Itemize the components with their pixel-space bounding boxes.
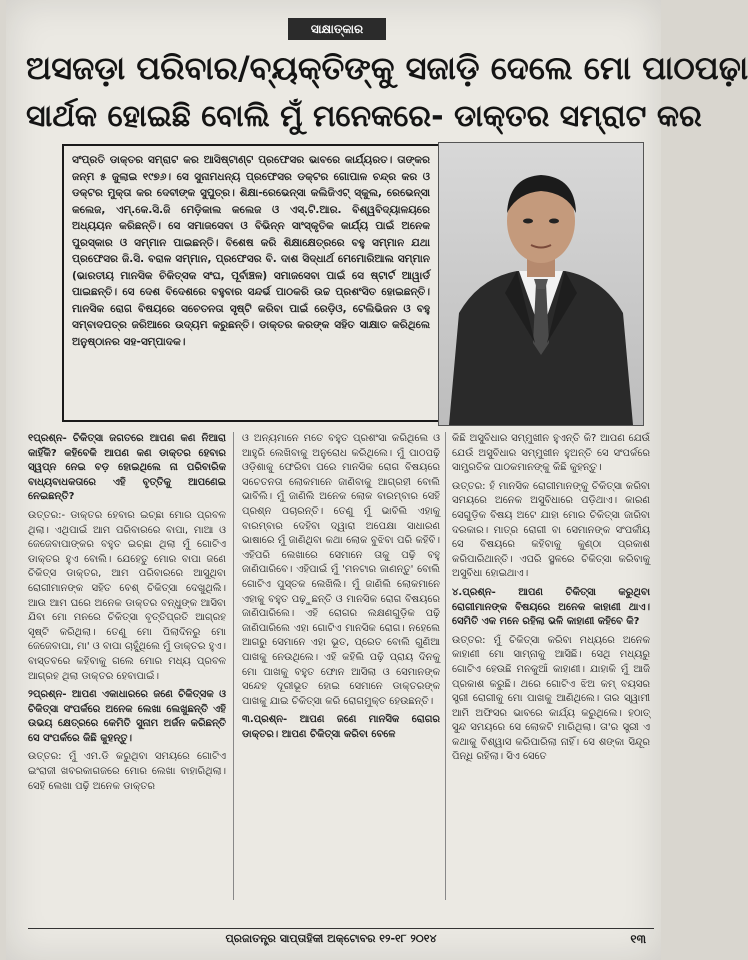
question-3: ୩.ପ୍ରଶ୍ନ- ଆପଣ ଜଣେ ମାନସିକ ରୋଗର ଡାକ୍ତର। ଆପଣ ଚିକିତ୍ସା କରିବା ବେଳେ	[242, 714, 440, 740]
newspaper-page	[6, 0, 748, 960]
column-3	[452, 432, 650, 902]
headline-line-1: ଅସଜଡ଼ା ପରିବାର/ବ୍ୟକ୍ତିଙ୍କୁ ସଜାଡ଼ି ଦେଲେ ମୋ ପାଠପଢ଼ା	[26, 49, 748, 87]
headline-line-2: ସାର୍ଥକ ହୋଇଛି ବୋଲି ମୁଁ ମନେକରେ- ଡାକ୍ତର ସମ୍ରାଟ କର	[26, 99, 702, 134]
portrait-photo	[438, 142, 644, 426]
answer-2-continued: ଓ ଅନ୍ୟମାନେ ମତେ ବହୁତ ପ୍ରଶଂସା କରିଥିଲେ ଓ ଆହୁରି ଲେଖିବାକୁ ଅନୁରୋଧ କରିଥିଲେ। ମୁଁ ପାଠପଢ଼ି ଓଡ଼ିଶାକୁ ଫେରିବା ପରେ ମାନସିକ ରୋଗ ବିଷୟରେ ସଚେତନତା ଲୋକମାନେ ଜାଣିବାକୁ ଆଗ୍ରହୀ ବୋଲି ଭାବିଲି। ମୁଁ ଜାଣିଲି ଅନେକ ଲୋକ ବାରମ୍ବାର ସେହି ପ୍ରଶ୍ନ ପଚାରନ୍ତି। ତେଣୁ ମୁଁ ଭାବିଲି ଏହାକୁ ବାରମ୍ବାର ଦେହିବା ଦ୍ୱାରା ଅପେକ୍ଷା ସାଧାରଣ ଭାଷାରେ ମୁଁ ଜାଣିଥିବା କଥା ଲୋକ ବୁଝିବା ପରି କହିବି। ଏହିପରି ଲେଖାରେ ସେମାନେ ତାକୁ ପଢ଼ି ବହୁ ଜାଣିପାରିବେ। ଏହିପାଇଁ ମୁଁ 'ମନଟାର ଜାଣନ୍ତୁ' ବୋଲି ଗୋଟିଏ ପୁସ୍ତକ ଲେଖିଲି। ମୁଁ ଜାଣିଲି ଲୋକମାନେ ଏହାକୁ ବହୁତ ପଢ଼ୁଛନ୍ତି ଓ ମାନସିକ ରୋଗ ବିଷୟରେ ଜାଣିପାରିଲେ। ଏହି ରୋଗର ଲକ୍ଷଣଗୁଡ଼ିକ ପଢ଼ି ଜାଣିପାରିଲେ ଏହା ଗୋଟିଏ ମାନସିକ ରୋଗ। ନହେଲେ ଆଗରୁ ସେମାନେ ଏହା ଭୂତ, ପ୍ରେତ ବୋଲି ଗୁଣିଆ ପାଖକୁ ନେଉଥିଲେ। ଏହି କହିଲି ପଢ଼ି ପ୍ରାୟ ଦିନକୁ ମୋ ପାଖକୁ ବହୁତ ଫୋନ ଆସିଲା ଓ ସେମାନଙ୍କ ସନ୍ଦେହ ଦୂରୀଭୂତ ହୋଇ ସେମାନେ ଡାକ୍ତରଙ୍କ ପାଖକୁ ଯାଇ ଚିକିତ୍ସା କରି ରୋଗମୁକ୍ତ ହେଉଛନ୍ତି।	[242, 433, 440, 707]
column-2	[242, 432, 440, 902]
intro-text: ସଂପ୍ରତି ଡାକ୍ତର ସମ୍ରାଟ କର ଆସିଷ୍ଟାଣ୍ଟ ପ୍ରଫେସର ଭାବରେ କାର୍ଯ୍ୟରତ। ତାଙ୍କର ଜନ୍ମ ୫ ଜୁଲାଇ ୧୯୭୬। ସେ ସୁନାମଧନ୍ୟ ପ୍ରଫେସର ଡକ୍ଟର ଗୋପାଳ ଚନ୍ଦ୍ର କର ଓ ଡକ୍ଟର ମୁକ୍ତା କର ଦେବୀଙ୍କ ସୁପୁତ୍ର। ଶିକ୍ଷା-ରେଭେନ୍ସା କଲିଜିଏଟ୍ ସ୍କୁଲ, ରେଭେନ୍ସା କଲେଜ, ଏମ୍.କେ.ସି.ଜି ମେଡ଼ିକାଲ କଲେଜ ଓ ଏସ୍.ଟି.ଆର. ବିଶ୍ୱବିଦ୍ୟାଳୟରେ ଅଧ୍ୟୟନ କରିଛନ୍ତି। ସେ ସମାଜସେବା ଓ ବିଭିନ୍ନ ସାଂସ୍କୃତିକ କାର୍ଯ୍ୟ ପାଇଁ ଅନେକ ପୁରସ୍କାର ଓ ସମ୍ମାନ ପାଇଛନ୍ତି। ବିଶେଷ କରି ଶିକ୍ଷାକ୍ଷେତ୍ରରେ ବହୁ ସମ୍ମାନ ଯଥା ପ୍ରଫେସର ଜି.ସି. ବରାଳ ସମ୍ମାନ, ପ୍ରଫେସର ବି. ଦାଶ ସିଦ୍ଧାର୍ଥ ମେମୋରିଆଲ ସମ୍ମାନ (ଭାରତୀୟ ମାନସିକ ଚିକିତ୍ସକ ସଂଘ, ପୂର୍ବାଞ୍ଚଳ) ସମାଜସେବା ପାଇଁ ସେ ଷ୍ଟାର୍ଟ ଆୱାର୍ଡ ପାଇଛନ୍ତି। ସେ ଦେଶ ବିଦେଶରେ ବହୁବାର ସନ୍ଦର୍ଭ ପାଠକରି ଉଚ୍ଚ ପ୍ରଶଂସିତ ହୋଇଛନ୍ତି। ମାନସିକ ରୋଗ ବିଷୟରେ ସଚେତନତା ସୃଷ୍ଟି କରିବା ପାଇଁ ରେଡ଼ିଓ, ଟେଲିଭିଜନ ଓ ବହୁ ସମ୍ବାଦପତ୍ର ଜରିଆରେ ଉଦ୍ୟମ କରୁଛନ୍ତି। ଡାକ୍ତର କରଙ୍କ ସହିତ ସାକ୍ଷାତ କରିଥିଲେ ଅନୁଷ୍ଠାନର ସହ-ସମ୍ପାଦକ।	[72, 154, 430, 348]
page-number: ୧୩	[630, 932, 646, 946]
section-tag: ସାକ୍ଷାତ୍କାର	[288, 18, 386, 40]
intro-box	[62, 144, 440, 422]
column-1	[28, 432, 226, 902]
column-divider	[445, 432, 446, 900]
footer-publication: ପ୍ରଜାତନ୍ତ୍ର ସାପ୍ତାହିକୀ ଅକ୍ଟୋବର ୧୨-୧୮ ୨୦୧୪	[225, 932, 437, 945]
footer-rule	[28, 928, 654, 929]
question-1: ୧ପ୍ରଶ୍ନ- ଚିକିତ୍ସା ଜଗତରେ ଆପଣ କଣ ନିଆରା କାହିଁକି? କହିବେକି ଆପଣ କଣ ଡାକ୍ତର ହେବାର ସ୍ୱପ୍ନ ନେଇ ବଡ଼ ହୋଇଥିଲେ ନା ପରିବାରିକ ବାଧ୍ୟବାଧକତାରେ ଏହି ବୃତ୍ତିକୁ ଆପଣେଇ ନେଇଛନ୍ତି?	[28, 433, 226, 503]
question-4: ୪.ପ୍ରଶ୍ନ- ଆପଣ ଚିକିତ୍ସା କରୁଥିବା ରୋଗୀମାନଙ୍କ ବିଷୟରେ ଅନେକ କାହାଣୀ ଥାଏ। ସେମିତି ଏକ ମନେ ରହିଲା ଭଳି କାହାଣୀ କହିବେ କି?	[452, 586, 650, 628]
answer-1: ଉତ୍ତର:- ଡାକ୍ତର ହେବାର ଇଚ୍ଛା ମୋର ପ୍ରବଳ ଥିଲା। ଏଥିପାଇଁ ଆମ ପରିବାରରେ ବାପା, ମାଆ ଓ ଜେଜେବାପାଙ୍କର ବହୁତ ଇଚ୍ଛା ଥିଲା ମୁଁ ଗୋଟିଏ ଡାକ୍ତର ହୁଏ ବୋଲି। ଯେହେତୁ ମୋର ବାପା ଜଣେ ଚିକିତ୍ସ ଡାକ୍ତର, ଆମ ପରିବାରରେ ଆସୁଥିବା ରୋଗୀମାନଙ୍କ ସହିତ ବେଶ୍ ଚିକିତ୍ସା ଦେଖୁଥିଲି। ଆଉ ଆମ ଘରେ ଅନେକ ଡାକ୍ତର ବନ୍ଧୁଙ୍କ ଆସିବା ଯିବା ମୋ ମନରେ ଚିକିତ୍ସା ବୃତ୍ତିପ୍ରତି ଆଗ୍ରହ ସୃଷ୍ଟି କରିଥିଲା। ତେଣୁ ମୋ ପିଲାଦିନରୁ ମୋ ଜେଜେବାପା, ମା' ଓ ବାପା ଚାହୁଁଥିଲେ ମୁଁ ଡାକ୍ତର ହୁଏ। ବାସ୍ତବରେ କହିବାକୁ ଗଲେ ମୋର ମଧ୍ୟ ପ୍ରବଳ ଆଗ୍ରହ ଥିଲା ଡାକ୍ତର ହେବାପାଇଁ।	[28, 509, 227, 682]
answer-2-start: ଉତ୍ତର: ମୁଁ ଏମ.ଡି କରୁଥିବା ସମୟରେ ଗୋଟିଏ ଇଂରାଜୀ ଖବରକାଗଜରେ ମୋର ଲେଖା ବାହାରିଥିଲା। ସେହି ଲେଖା ପଢ଼ି ଅନେକ ଡାକ୍ତର	[28, 751, 226, 792]
question-2: ୨ପ୍ରଶ୍ନ- ଆପଣ ଏକାଧାରରେ ଜଣେ ଚିକିତ୍ସକ ଓ ଚିକିତ୍ସା ସଂପର୍କରେ ଅନେକ ଲେଖା ଲେଖୁଛନ୍ତି ଏହି ଉଭୟ କ୍ଷେତ୍ରରେ କେମିତି ସୁନାମ ଅର୍ଜନ କରିଛନ୍ତି ସେ ସଂପର୍କରେ କିଛି କୁହନ୍ତୁ।	[28, 689, 226, 744]
question-3-continued: କିଛି ଅସୁବିଧାର ସମ୍ମୁଖୀନ ହୁଏନ୍ତି କି? ଆପଣ ଯେଉଁ ଯେଉଁ ଅସୁବିଧାର ସମ୍ମୁଖୀନ ହୁଅନ୍ତି ସେ ସଂପର୍କରେ ସାମ୍ପ୍ରତିକ ପାଠକମାନଙ୍କୁ କିଛି କୁହନ୍ତୁ।	[452, 433, 650, 474]
answer-4: ଉତ୍ତର: ମୁଁ ଚିକିତ୍ସା କରିବା ମଧ୍ୟରେ ଅନେକ କାହାଣୀ ମୋ ସାମ୍ନାକୁ ଆସିଛି। ସେଥି ମଧ୍ୟରୁ ଗୋଟିଏ ହେଉଛି ମନକୁଆଁ କାହାଣୀ। ଯାହାକି ମୁଁ ଆଜି ପ୍ରକାଶ କରୁଛି। ଥରେ ଗୋଟିଏ ଝିଅ କମ୍ ବୟସର ସ୍ତ୍ରୀ ରୋଗୀକୁ ମୋ ପାଖକୁ ଆଣିଥିଲେ। ତାର ସ୍ୱାମୀ ଆମି ଅଫିସର ଭାବରେ କାର୍ଯ୍ୟ କରୁଥିଲେ। ହଠାତ୍ ସୁନ୍ଦ ସମୟରେ ସେ ଲୋକଟି ମାରିଥିଲା। ତା'ର ସ୍ତ୍ରୀ ଏ କଥାକୁ ବିଶ୍ୱାସ କରିପାରିଲା ନାହିଁ। ସେ ଶଙ୍କା ସିନ୍ଦୂର ପିନ୍ଧି ରହିଲା। ସିଏ ସେତେ	[452, 634, 650, 763]
answer-3: ଉତ୍ତର: ହଁ ମାନସିକ ରୋଗୀମାନଙ୍କୁ ଚିକିତ୍ସା କରିବା ସମୟରେ ଅନେକ ଅସୁବିଧାରେ ପଡ଼ିଥାଏ। କାରଣ ସେଗୁଡ଼ିକ ବିଷୟ ଅଟେ ଯାହା ମୋର ଚିକିତ୍ସା ଜାରିବା ଦରକାର। ମାତ୍ର ରୋଗୀ ବା ସେମାନଙ୍କ ସଂପର୍କୀୟ ସେ ବିଷୟରେ କହିବାକୁ କୁଣ୍ଠା ପ୍ରକାଶ କରିପାରିଥାନ୍ତି। ଏପରି ସ୍ଥଳରେ ଚିକିତ୍ସା କରିବାକୁ ଅସୁବିଧା ହୋଇଥାଏ।	[452, 480, 650, 580]
column-divider	[233, 432, 234, 900]
